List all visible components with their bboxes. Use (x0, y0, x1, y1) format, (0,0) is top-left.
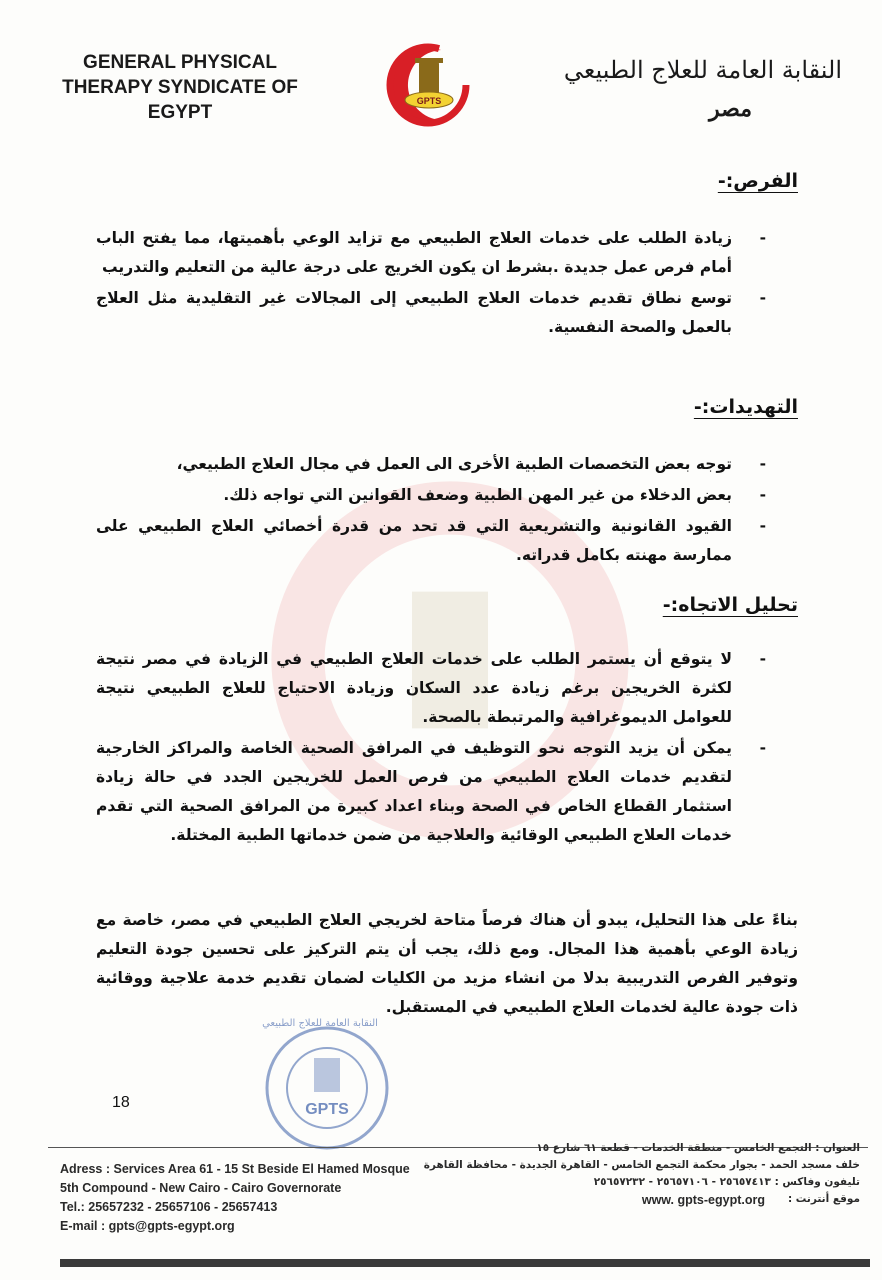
section-title-opportunities: الفرص:- (717, 170, 798, 192)
address-line: العنوان : التجمع الخامس - منطقة الخدمات - قطعة ٦١ شارع ١٥ (536, 1142, 860, 1154)
list-item: - توجه بعض التخصصات الطبية الأخرى الى العمل في مجال العلاج الطبيعي، (96, 450, 732, 479)
list-item: - بعض الدخلاء من غير المهن الطبية وضعف القوانين التي تواجه ذلك. (96, 481, 732, 510)
org-name-en-line: EGYPT (147, 102, 213, 123)
gpts-logo (383, 42, 473, 128)
section-title-trend-analysis: تحليل الاتجاه:- (662, 594, 798, 616)
address-line: Adress : Services Area 61 - 15 St Beside El Hamed Mosque (60, 1162, 410, 1176)
list-item: - القيود القانونية والتشريعية التي قد تحد من قدرة أخصائي العلاج الطبيعي على ممارسة مهنته بكامل قدراته. (96, 512, 732, 570)
footer-bar (60, 1259, 870, 1267)
section-title-threats: التهديدات:- (693, 396, 798, 418)
official-stamp (232, 1010, 402, 1160)
list-item: - يمكن أن يزيد التوجه نحو التوظيف في المرافق الصحية الخاصة والمراكز الخارجية لتقديم خدمات العلاج الطبيعي من فرص العمل للخريجين الجدد في حالة زيادة استثمار القطاع الخاص في الصحة وبناء اعداد كبيرة من المرافق الصحية التي تقدم خدمات العلاج الطبيعي الوقائية والعلاجية من ضمن خدماتها الطبية المختلة. (96, 734, 732, 850)
website-row (440, 1191, 860, 1210)
opportunities-list (96, 224, 732, 344)
org-name-arabic: النقابة العامة للعلاج الطبيعي (563, 56, 842, 84)
logo-text: GPTS (416, 96, 442, 106)
trend-analysis-list (96, 645, 732, 852)
conclusion-paragraph: بناءً على هذا التحليل، يبدو أن هناك فرصاً متاحة لخريجي العلاج الطبيعي في مصر، خاصة مع زيادة الوعي بأهمية هذا المجال. ومع ذلك، يجب أن يتم التركيز على تحسين جودة التعليم وتوفير الفرص التدريبية بدلا من انشاء مزيد من الكليات لضمان تقديم خدمة علاجية ووقائية ذات جودة عالية لخدمات العلاج الطبيعي في المستقبل. (96, 911, 798, 1016)
list-item: - توسع نطاق تقديم خدمات العلاج الطبيعي إلى المجالات غير التقليدية مثل العلاج بالعمل والصحة النفسية. (96, 284, 732, 342)
website-label: موقع أنترنت : (787, 1193, 860, 1205)
email-line: E-mail : gpts@gpts-egypt.org (60, 1219, 235, 1233)
org-name-en-line: GENERAL PHYSICAL (83, 52, 277, 73)
website-link[interactable]: www. gpts-egypt.org (641, 1193, 765, 1207)
org-name-en-line: THERAPY SYNDICATE OF (62, 77, 298, 98)
address-line: خلف مسجد الحمد - بجوار محكمة التجمع الخامس - القاهرة الجديدة - محافظة القاهرة (423, 1159, 860, 1171)
org-name-english (30, 50, 330, 125)
stamp-logo-text: GPTS (305, 1101, 349, 1118)
footer-address-arabic (423, 1140, 860, 1210)
page-number: 18 (112, 1094, 130, 1111)
stamp-arabic-text: النقابة العامة للعلاج الطبيعي (262, 1018, 378, 1029)
address-line: 5th Compound - New Cairo - Cairo Governorate (60, 1181, 342, 1195)
footer-address-english (60, 1160, 460, 1236)
threats-list (96, 450, 732, 572)
list-item: - لا يتوقع أن يستمر الطلب على خدمات العلاج الطبيعي في الزيادة في مصر نتيجة لكثرة الخريجين برغم زيادة عدد السكان وزيادة الاحتياج للعلاج الطبيعي نتيجة للعوامل الديموغرافية والمرتبطة بالصحة. (96, 645, 732, 732)
address-line: Tel.: 25657232 - 25657106 - 25657413 (60, 1200, 278, 1214)
list-item: - زيادة الطلب على خدمات العلاج الطبيعي مع تزايد الوعي بأهميتها، مما يفتح الباب أمام فرص عمل جديدة .بشرط ان يكون الخريج على درجة عالية من التعليم والتدريب (96, 224, 732, 282)
org-country-arabic: مصر (708, 96, 752, 122)
address-line: تليفون وفاكس : ٢٥٦٥٧٤١٣ - ٢٥٦٥٧١٠٦ - ٢٥٦٥٧٢٣٢ (593, 1176, 860, 1188)
